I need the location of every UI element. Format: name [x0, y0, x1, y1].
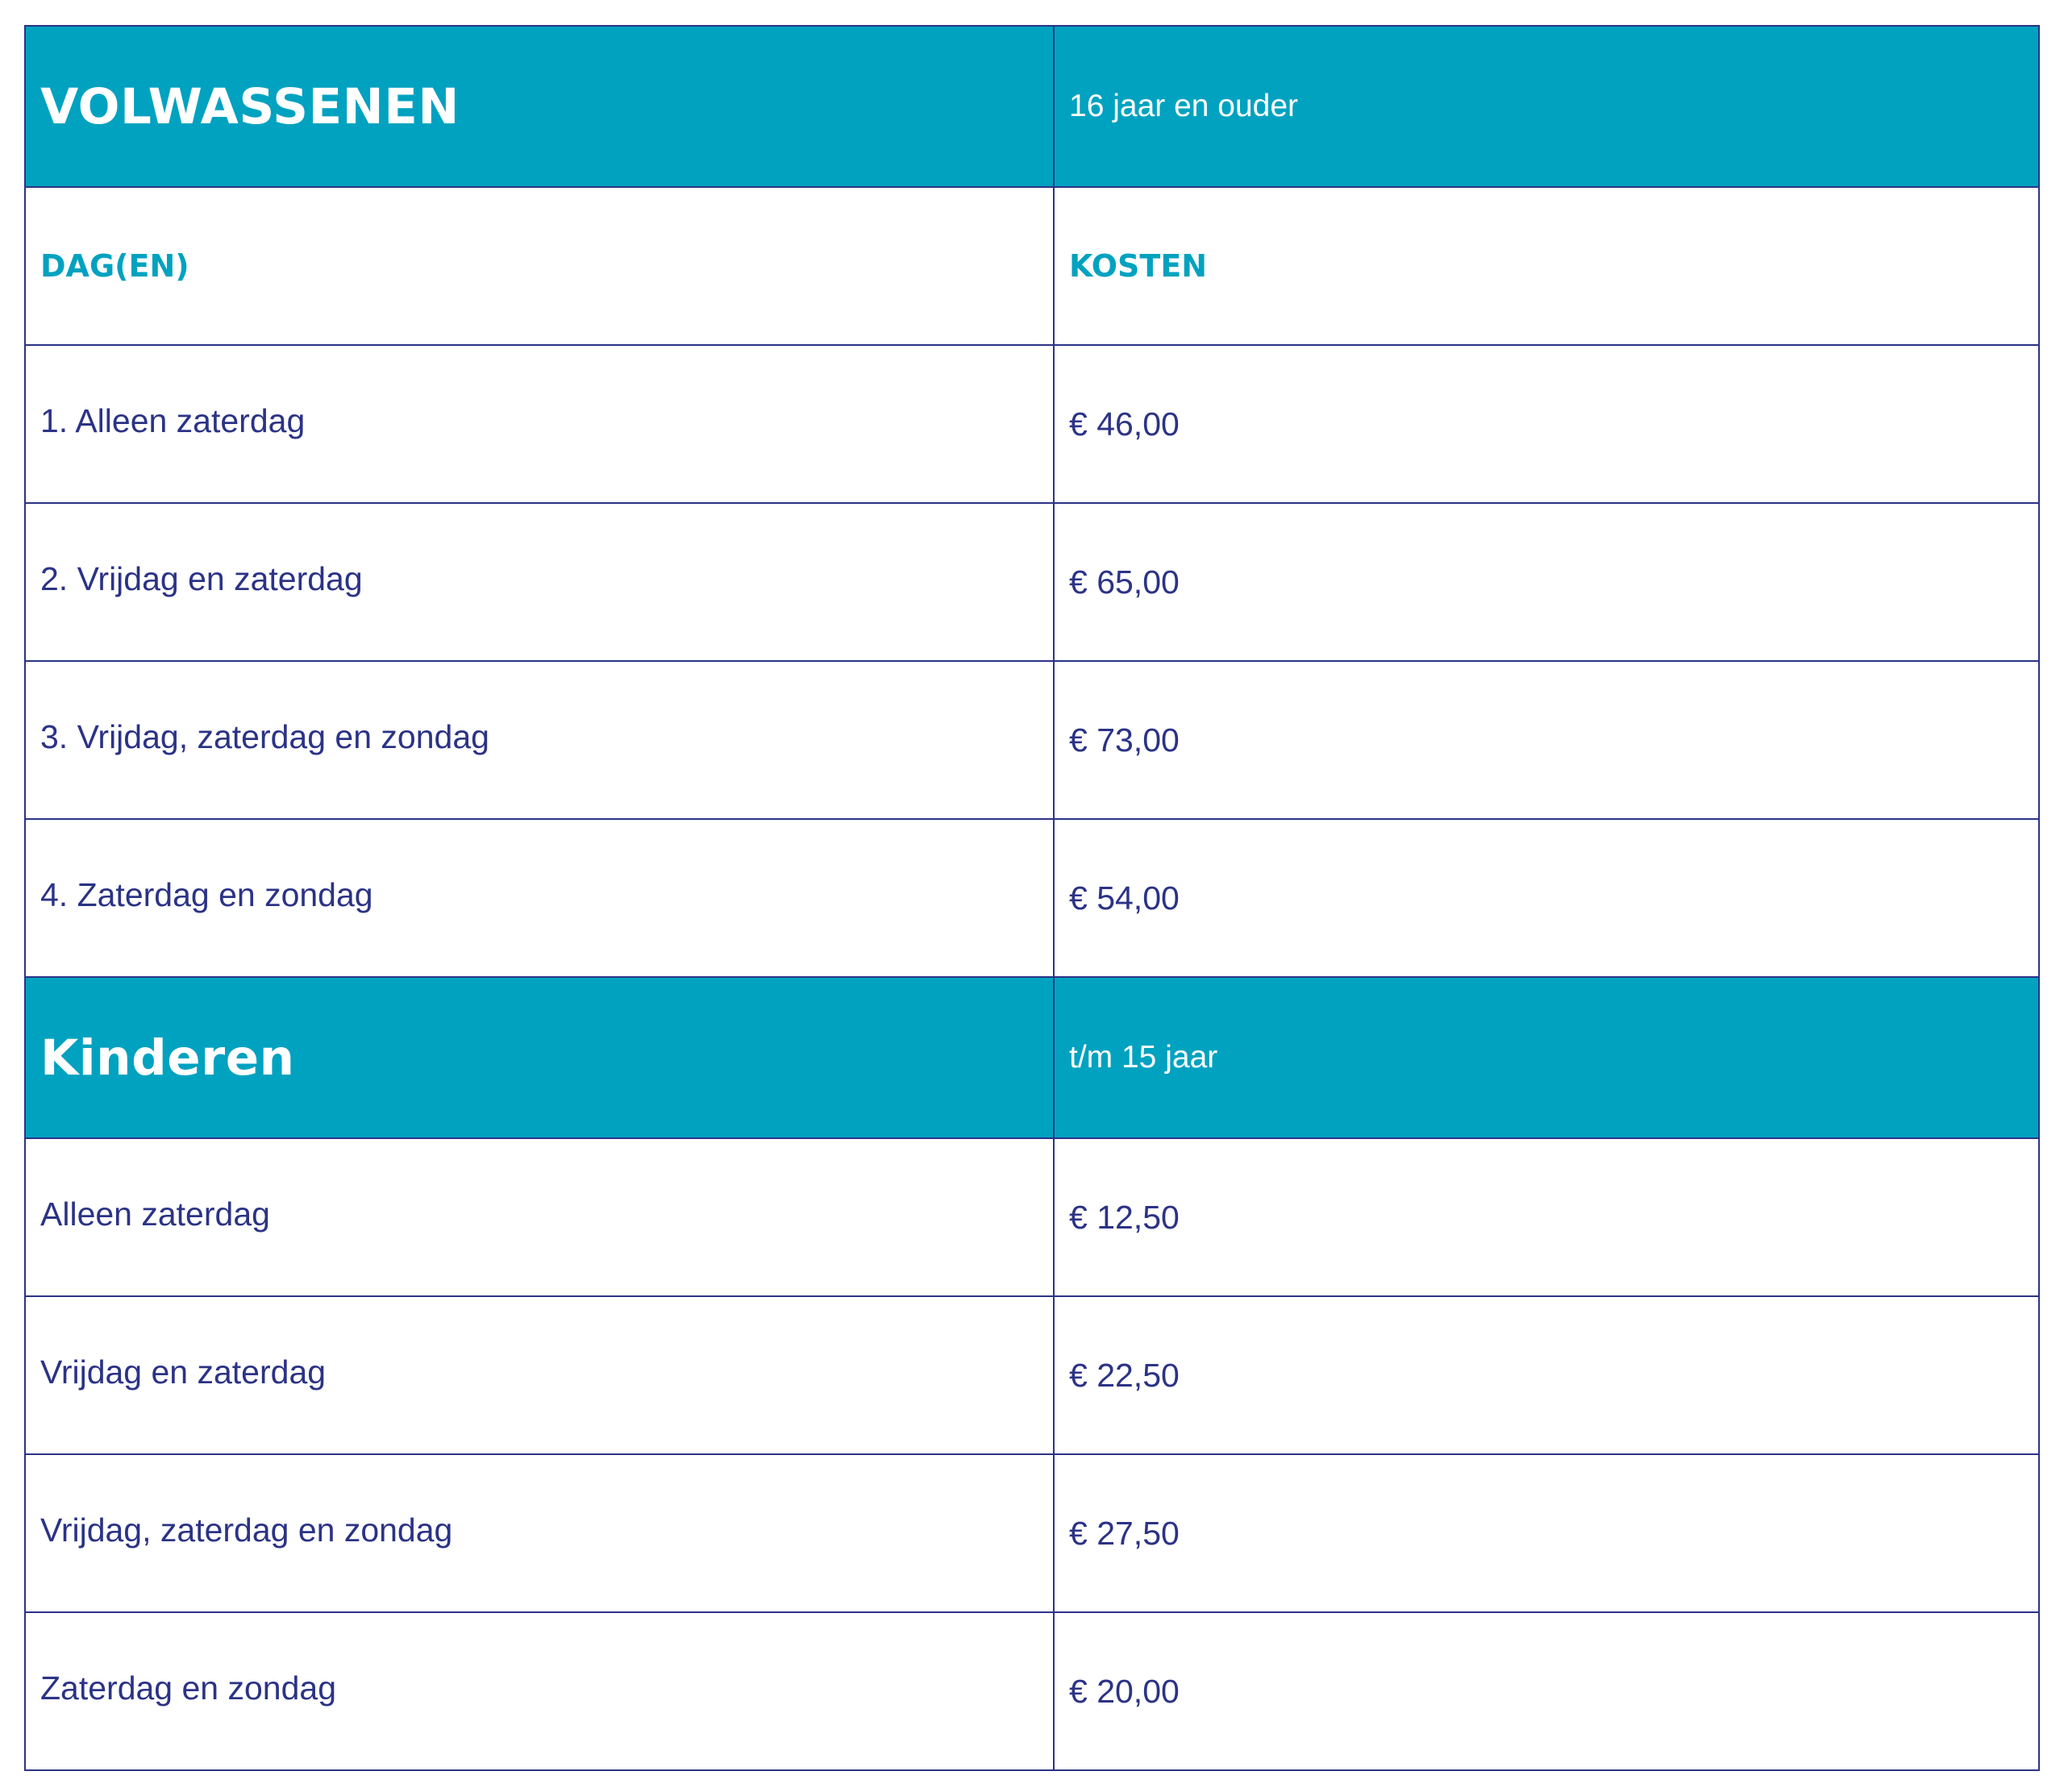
children-title: Kinderen [40, 1029, 295, 1087]
cost-value: € 20,00 [1069, 1672, 1180, 1710]
day-cell [25, 503, 1054, 661]
adults-title-cell [25, 26, 1054, 187]
col-cost-header: KOSTEN [1069, 248, 1208, 284]
table-row [25, 1454, 2039, 1612]
adults-title: VOLWASSENEN [40, 77, 460, 135]
day-cell [25, 1454, 1054, 1612]
cost-value: € 12,50 [1069, 1198, 1180, 1236]
children-subtitle: t/m 15 jaar [1069, 1040, 1218, 1075]
price-table [24, 25, 2040, 1771]
cost-cell [1054, 1138, 2039, 1296]
adults-header-row [25, 26, 2039, 187]
day-label: Vrijdag en zaterdag [40, 1353, 327, 1391]
table-row [25, 1138, 2039, 1296]
cost-cell [1054, 1612, 2039, 1770]
table-row [25, 345, 2039, 503]
day-label: 1. Alleen zaterdag [40, 401, 306, 439]
cost-cell [1054, 345, 2039, 503]
day-label: Alleen zaterdag [40, 1195, 270, 1233]
day-cell [25, 1138, 1054, 1296]
day-label: Vrijdag, zaterdag en zondag [40, 1511, 453, 1549]
cost-value: € 54,00 [1069, 879, 1180, 917]
cost-value: € 27,50 [1069, 1514, 1180, 1552]
day-label: 4. Zaterdag en zondag [40, 875, 373, 913]
table-row [25, 819, 2039, 977]
table-row [25, 1296, 2039, 1454]
cost-value: € 22,50 [1069, 1356, 1180, 1394]
column-header-row [25, 187, 2039, 345]
day-cell [25, 819, 1054, 977]
day-cell [25, 661, 1054, 819]
table-row [25, 1612, 2039, 1770]
cost-cell [1054, 661, 2039, 819]
cost-cell [1054, 819, 2039, 977]
cost-cell [1054, 1296, 2039, 1454]
day-label: 3. Vrijdag, zaterdag en zondag [40, 717, 489, 755]
day-cell [25, 345, 1054, 503]
day-label: Zaterdag en zondag [40, 1669, 336, 1707]
children-header-row [25, 977, 2039, 1138]
table-row [25, 661, 2039, 819]
children-subtitle-cell [1054, 977, 2039, 1138]
day-cell [25, 1296, 1054, 1454]
day-cell [25, 1612, 1054, 1770]
cost-cell [1054, 503, 2039, 661]
col-day-header-cell [25, 187, 1054, 345]
adults-subtitle: 16 jaar en ouder [1069, 89, 1299, 123]
cost-value: € 65,00 [1069, 563, 1180, 601]
table-row [25, 503, 2039, 661]
cost-value: € 46,00 [1069, 405, 1180, 443]
col-cost-header-cell [1054, 187, 2039, 345]
cost-cell [1054, 1454, 2039, 1612]
children-title-cell [25, 977, 1054, 1138]
adults-subtitle-cell [1054, 26, 2039, 187]
cost-value: € 73,00 [1069, 721, 1180, 759]
col-day-header: DAG(EN) [40, 248, 189, 284]
day-label: 2. Vrijdag en zaterdag [40, 559, 363, 597]
